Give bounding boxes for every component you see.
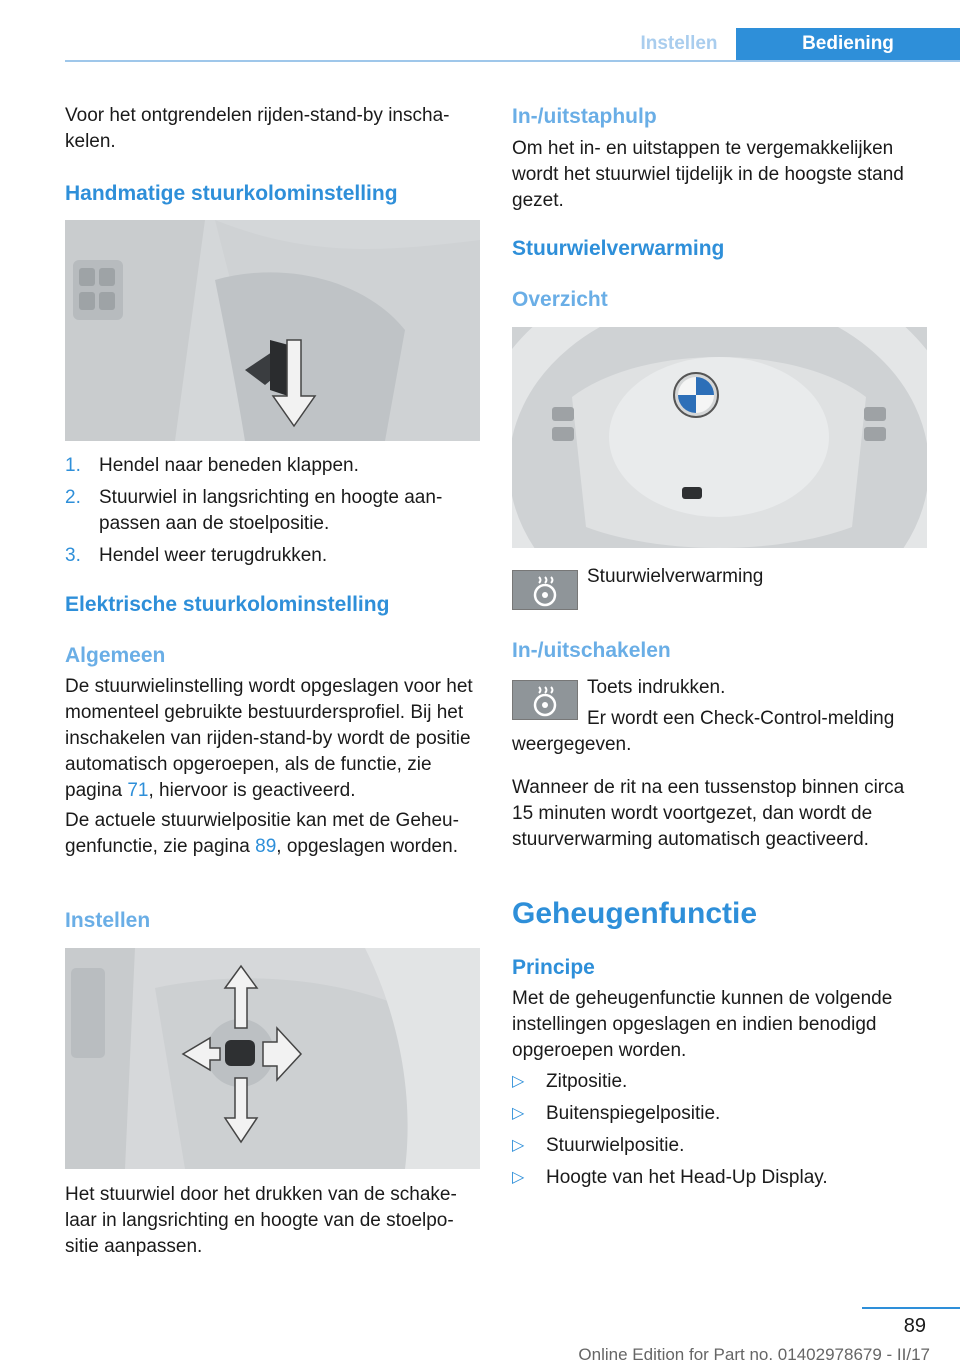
bullet-text: Stuurwielpositie. xyxy=(546,1135,685,1156)
step-text: Stuurwiel in langsrichting en hoogte aanpassen aan de stoelpositie. xyxy=(99,487,443,534)
heading-manual-steering-column: Handmatige stuurkolominstelling xyxy=(65,182,398,205)
bullet-text: Hoogte van het Head-Up Display. xyxy=(546,1167,828,1188)
steering-switch-illustration xyxy=(65,948,480,1169)
list-item xyxy=(512,1165,927,1191)
list-item xyxy=(512,1133,927,1159)
steering-wheel-illustration xyxy=(512,327,927,548)
general-text-b: , hiervoor is geactiveerd. xyxy=(148,780,356,801)
steering-heating-icon xyxy=(513,571,577,609)
heading-principle: Principe xyxy=(512,956,595,979)
onoff-step-1: Toets indrukken. xyxy=(587,677,726,698)
steps-list xyxy=(65,453,480,569)
heading-entry-aid: In-/uitstaphulp xyxy=(512,105,657,128)
bullet-triangle-icon: ▷ xyxy=(512,1137,525,1154)
list-item xyxy=(65,543,480,569)
bullet-text: Zitpositie. xyxy=(546,1071,628,1092)
general-paragraph-2 xyxy=(65,808,480,860)
step-number: 2. xyxy=(65,487,81,508)
list-item xyxy=(512,1101,927,1127)
header-rule xyxy=(65,60,960,62)
page-number: 89 xyxy=(903,1315,926,1337)
header-tab-instellen[interactable]: Instellen xyxy=(640,33,718,54)
heading-electric-steering-column: Elektrische stuurkolominstelling xyxy=(65,593,390,616)
bullet-triangle-icon: ▷ xyxy=(512,1073,525,1090)
image-steering-wheel xyxy=(512,327,927,548)
list-item xyxy=(65,453,480,479)
heading-steering-wheel-heating: Stuurwielverwarming xyxy=(512,237,725,260)
heading-on-off: In-/uitschakelen xyxy=(512,639,671,662)
general-text-a: De stuurwielinstelling wordt opgeslagen voor het momenteel gebruikte bestuurdersprofiel. Bij het inschakelen van rijden-stand-by wordt de positie automatisch opgeroepen, als de functie, zie pagina xyxy=(65,676,473,801)
step-number: 1. xyxy=(65,455,81,476)
step-text: Hendel naar beneden klappen. xyxy=(99,455,359,476)
page-link-71[interactable]: 71 xyxy=(127,780,149,801)
general-text-c: De actuele stuurwielpositie kan met de Geheugenfunctie, zie pagina xyxy=(65,810,459,857)
set-caption: Het stuurwiel door het drukken van de schakelaar in langsrichting en hoogte van de stoelpositie aanpassen. xyxy=(65,1184,457,1257)
heading-memory-function: Geheugenfunctie xyxy=(512,897,758,930)
list-item xyxy=(65,485,480,537)
onoff-step-2: Er wordt een Check-Control-melding weergegeven. xyxy=(512,708,895,755)
heading-overview: Overzicht xyxy=(512,288,608,311)
principle-paragraph: Met de geheugenfunctie kunnen de volgende instellingen opgeslagen en indien benodigd opgeroepen worden. xyxy=(512,988,893,1061)
image-steering-switch xyxy=(65,948,480,1169)
header-tab-bediening[interactable]: Bediening xyxy=(736,28,960,60)
general-paragraph-1 xyxy=(65,674,480,804)
list-item xyxy=(512,1069,927,1095)
general-text-d: , opgeslagen worden. xyxy=(276,836,458,857)
page-link-89[interactable]: 89 xyxy=(255,836,277,857)
heading-general: Algemeen xyxy=(65,644,166,667)
steering-lever-illustration xyxy=(65,220,480,441)
bullet-triangle-icon: ▷ xyxy=(512,1169,525,1186)
footer-rule xyxy=(862,1307,960,1309)
steering-heating-symbol xyxy=(512,570,578,610)
step-text: Hendel weer terugdrukken. xyxy=(99,545,328,566)
heading-set: Instellen xyxy=(65,909,151,932)
bullet-text: Buitenspiegelpositie. xyxy=(546,1103,721,1124)
onoff-paragraph: Wanneer de rit na een tussenstop binnen circa 15 minuten wordt voortgezet, dan wordt de stuurverwarming automatisch geactiveerd. xyxy=(512,777,905,850)
bullet-triangle-icon: ▷ xyxy=(512,1105,525,1122)
footer-edition: Online Edition for Part no. 01402978679 - II/17 xyxy=(578,1345,930,1364)
memory-bullet-list xyxy=(512,1069,927,1191)
entry-paragraph: Om het in- en uitstappen te vergemakkelijken wordt het stuurwiel tijdelijk in de hoogste stand gezet. xyxy=(512,138,904,211)
overview-label: Stuurwielverwarming xyxy=(587,566,764,587)
step-number: 3. xyxy=(65,545,81,566)
image-steering-lever xyxy=(65,220,480,441)
intro-paragraph: Voor het ontgrendelen rijden-stand-by inschakelen. xyxy=(65,105,450,152)
